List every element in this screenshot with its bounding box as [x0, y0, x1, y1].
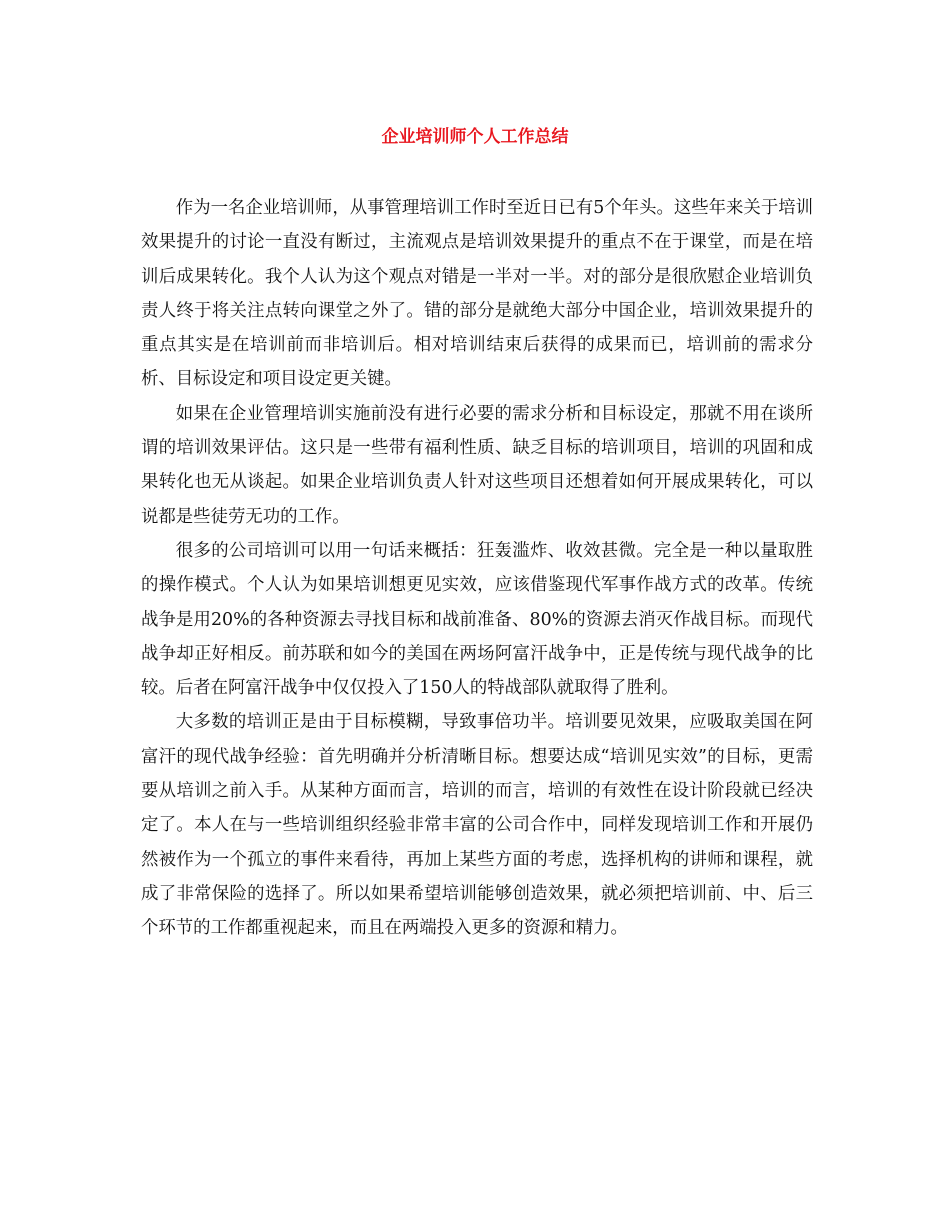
paragraph-2: 如果在企业管理培训实施前没有进行必要的需求分析和目标设定，那就不用在谈所谓的培训效果评估。这只是一些带有福利性质、缺乏目标的培训项目，培训的巩固和成果转化也无从谈起。如果企业培训负责人针对这些项目还想着如何开展成果转化，可以说都是些徒劳无功的工作。: [141, 403, 813, 527]
paragraph-4: 大多数的培训正是由于目标模糊，导致事倍功半。培训要见效果，应吸取美国在阿富汗的现代战争经验：首先明确并分析清晰目标。想要达成“培训见实效”的目标，更需要从培训之前入手。从某种方面而言，培训的而言，培训的有效性在设计阶段就已经决定了。本人在与一些培训组织经验非常丰富的公司合作中，同样发现培训工作和开展仍然被作为一个孤立的事件来看待，再加上某些方面的考虑，选择机构的讲师和课程，就成了非常保险的选择了。所以如果希望培训能够创造效果，就必须把培训前、中、后三个环节的工作都重视起来，而且在两端投入更多的资源和精力。: [141, 712, 813, 939]
document-title: 企业培训师个人工作总结: [381, 127, 569, 147]
paragraph-3: 很多的公司培训可以用一句话来概括：狂轰滥炸、收效甚微。完全是一种以量取胜的操作模式。个人认为如果培训想更见实效，应该借鉴现代军事作战方式的改革。传统战争是用20%的各种资源去寻找目标和战前准备、80%的资源去消灭作战目标。而现代战争却正好相反。前苏联和如今的美国在两场阿富汗战争中，正是传统与现代战争的比较。后者在阿富汗战争中仅仅投入了150人的特战部队就取得了胜利。: [141, 540, 813, 699]
paragraph-1: 作为一名企业培训师，从事管理培训工作时至近日已有5个年头。这些年来关于培训效果提升的讨论一直没有断过，主流观点是培训效果提升的重点不在于课堂，而是在培训后成果转化。我个人认为这个观点对错是一半对一半。对的部分是很欣慰企业培训负责人终于将关注点转向课堂之外了。错的部分是就绝大部分中国企业，培训效果提升的重点其实是在培训前而非培训后。相对培训结束后获得的成果而已，培训前的需求分析、目标设定和项目设定更关键。: [141, 198, 813, 390]
document-body: [141, 191, 813, 946]
